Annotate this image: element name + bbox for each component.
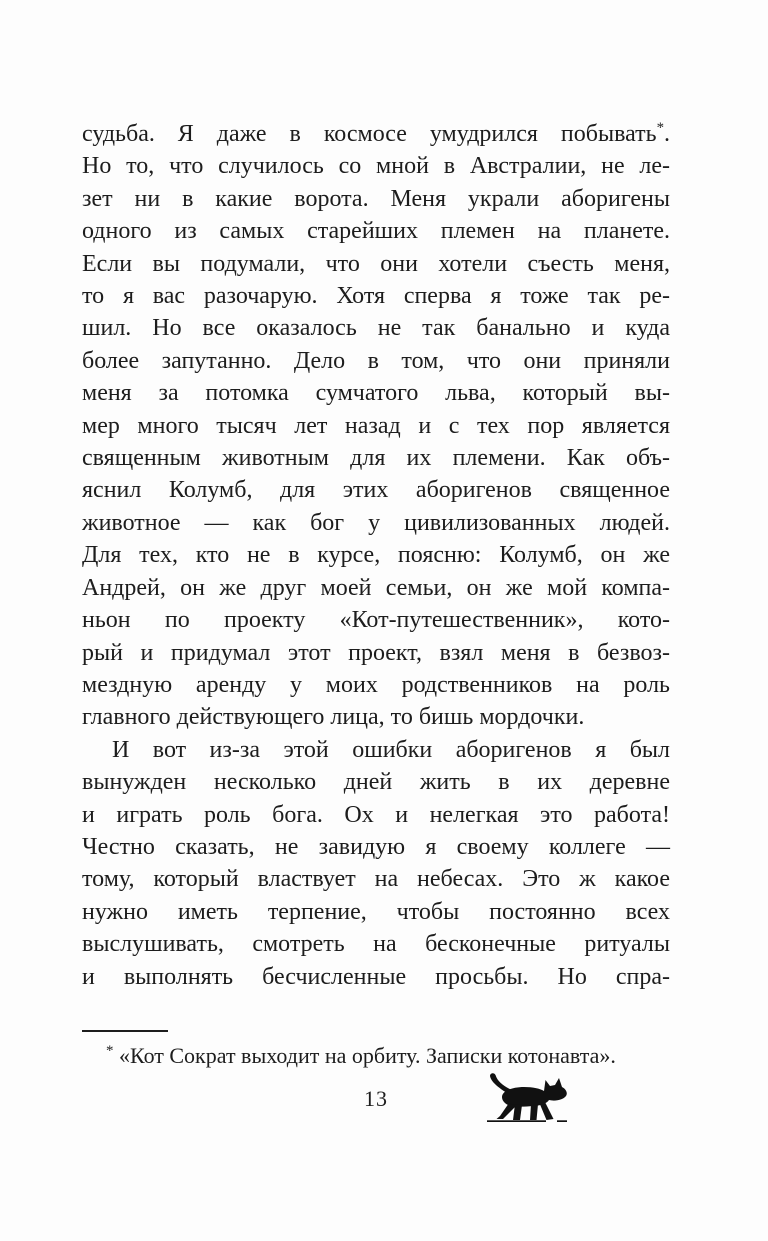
text-line: вынужден несколько дней жить в их деревне [82,769,670,796]
footnote: * «Кот Сократ выходит на орбиту. Записки котонавта». [106,1042,616,1068]
walking-cat-icon [479,1071,569,1125]
text-line: яснил Колумб, для этих аборигенов священное [82,477,670,504]
text-line: мездную аренду у моих родственников на роль [82,671,670,698]
footnote-divider [82,1030,168,1032]
text-line: Андрей, он же друг моей семьи, он же мой компа- [82,574,670,601]
text-line: рый и придумал этот проект, взял меня в безвоз- [82,639,670,666]
text-line: выслушивать, смотреть на бесконечные ритуалы [82,931,670,958]
text-line: животное — как бог у цивилизованных людей. [82,509,670,536]
footnote-text: «Кот Сократ выходит на орбиту. Записки котонавта». [118,1043,616,1068]
body-text [82,118,670,993]
text-line: священным животным для их племени. Как объ- [82,445,670,472]
text-line: то я вас разочарую. Хотя сперва я тоже так ре- [82,283,670,310]
text-line: главного действующего лица, то бишь мордочки. [82,704,585,731]
text-line: Честно сказать, не завидую я своему коллеге — [82,833,670,860]
text-line: более запутанно. Дело в том, что они приняли [82,347,670,374]
text-line: и играть роль бога. Ох и нелегкая это работа! [82,801,670,828]
text-line: шил. Но все оказалось не так банально и куда [82,315,670,342]
text-line: судьба. Я даже в космосе умудрился побывать*. [82,120,670,147]
text-line: И вот из-за этой ошибки аборигенов я был [112,736,670,763]
page-number: 13 [364,1086,388,1111]
footnote-ref-asterisk: * [656,120,664,136]
text-line: Если вы подумали, что они хотели съесть меня, [82,250,670,277]
text-line: мер много тысяч лет назад и с тех пор является [82,412,670,439]
text-line: и выполнять бесчисленные просьбы. Но спра- [82,963,670,990]
text-line: ньон по проекту «Кот-путешественник», кото- [82,607,670,634]
text-line: Но то, что случилось со мной в Австралии, не ле- [82,153,670,180]
text-line: Для тех, кто не в курсе, поясню: Колумб, он же [82,542,670,569]
text-line: зет ни в какие ворота. Меня украли аборигены [82,185,670,212]
text-line: нужно иметь терпение, чтобы постоянно всех [82,898,670,925]
text-line: одного из самых старейших племен на планете. [82,218,670,245]
text-line: тому, который властвует на небесах. Это ж какое [82,866,670,893]
text-line: меня за потомка сумчатого льва, который вы- [82,380,670,407]
